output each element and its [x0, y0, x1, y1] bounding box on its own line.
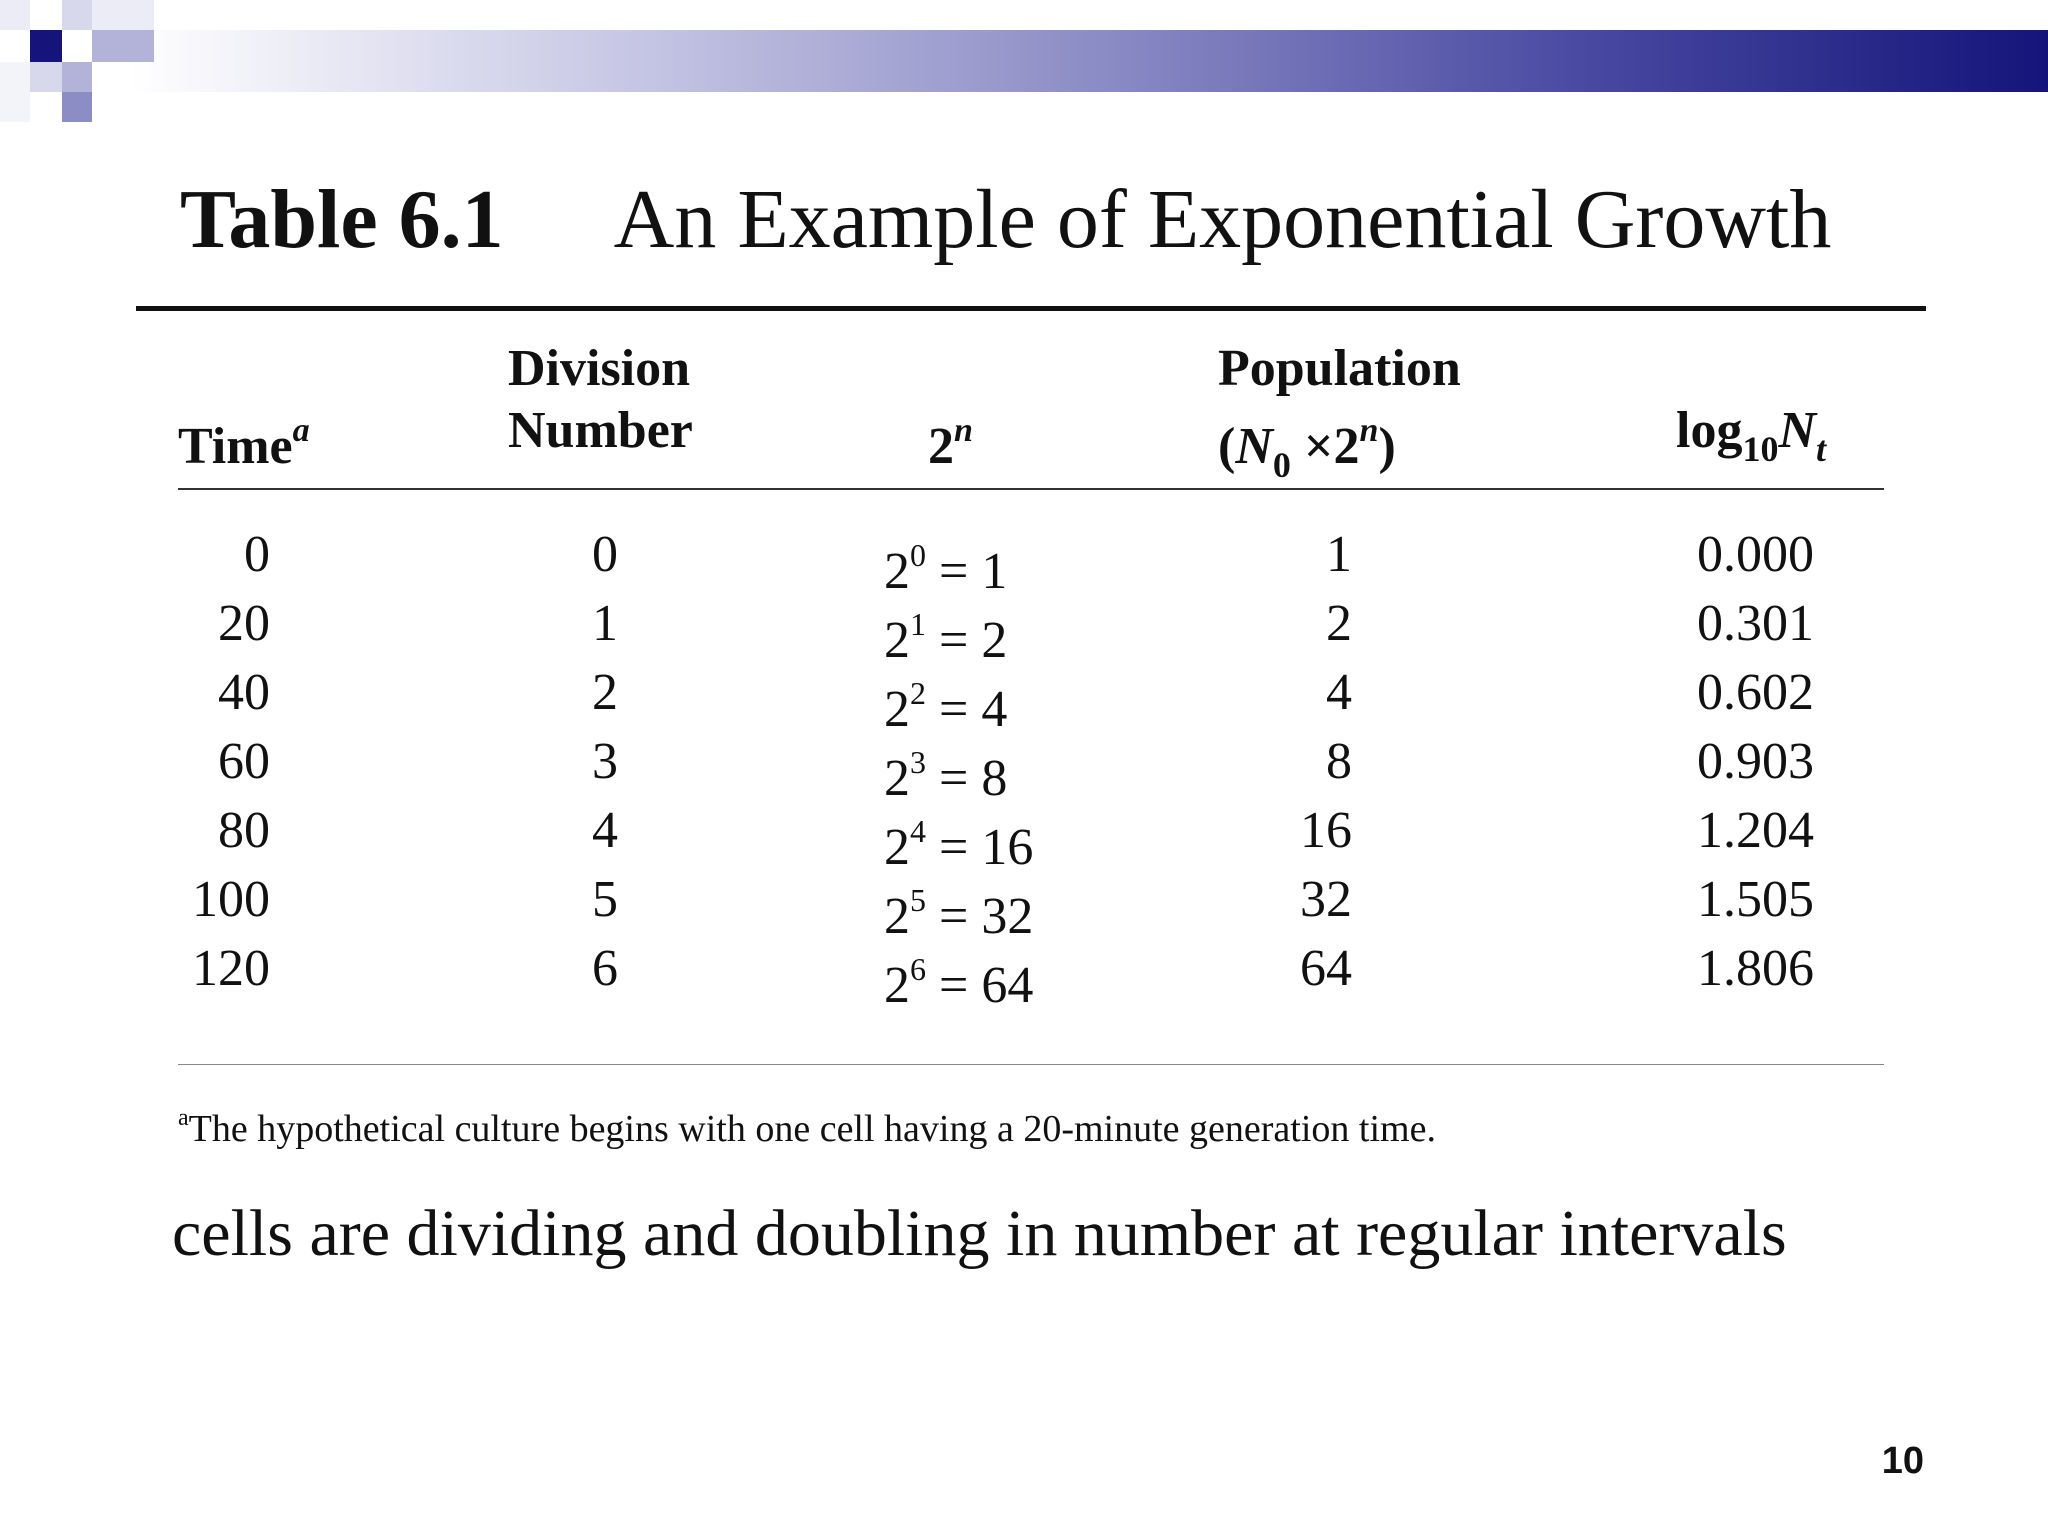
cell-power: $2^2 = 4$ [884, 675, 1008, 738]
cell-division: 1 [592, 595, 618, 652]
header-time: Time$^a$ [178, 412, 310, 475]
cell-division: 5 [592, 871, 618, 928]
table-bottom-rule [178, 1064, 1884, 1065]
cell-population: 32 [1300, 871, 1352, 928]
table-title: An Example of Exponential Growth [613, 173, 1832, 266]
cell-log: 1.505 [1697, 871, 1814, 928]
header-log10-nt: $\log_{10}N_t$ [1676, 402, 1827, 469]
header-gradient-bar [130, 30, 2048, 92]
cell-population: 2 [1326, 595, 1352, 652]
cell-power: $2^1 = 2$ [884, 606, 1008, 669]
cell-population: 16 [1300, 802, 1352, 859]
table-footnote: $^a$The hypothetical culture begins with one cell having a 20-minute generation time. [178, 1105, 1436, 1150]
cell-population: 8 [1326, 733, 1352, 790]
table-number: Table 6.1 [180, 173, 504, 266]
cell-power: $2^0 = 1$ [884, 537, 1008, 600]
cell-time: 40 [218, 664, 270, 721]
cell-population: 4 [1326, 664, 1352, 721]
header-bottom-rule [178, 488, 1884, 490]
cell-log: 1.204 [1697, 802, 1814, 859]
cell-division: 2 [592, 664, 618, 721]
cell-power: $2^4 = 16$ [884, 813, 1034, 876]
cell-time: 80 [218, 802, 270, 859]
cell-power: $2^3 = 8$ [884, 744, 1008, 807]
cell-time: 120 [192, 940, 270, 997]
cell-division: 0 [592, 526, 618, 583]
cell-division: 4 [592, 802, 618, 859]
cell-population: 64 [1300, 940, 1352, 997]
table-caption [180, 170, 1831, 270]
header-division-number: Division Number [508, 340, 693, 459]
header-power-of-two: 2$^n$ [928, 412, 973, 475]
cell-population: 1 [1326, 526, 1352, 583]
slide-number: 10 [1881, 1440, 1924, 1482]
cell-division: 3 [592, 733, 618, 790]
header-population: Population $(N_0 \times 2^n)$ [1218, 340, 1461, 485]
cell-time: 20 [218, 595, 270, 652]
cell-log: 0.903 [1697, 733, 1814, 790]
cell-log: 0.000 [1697, 526, 1814, 583]
slide-remark: cells are dividing and doubling in number at regular intervals [172, 1197, 1787, 1270]
table-top-rule [136, 306, 1926, 311]
cell-log: 1.806 [1697, 940, 1814, 997]
cell-division: 6 [592, 940, 618, 997]
cell-power: $2^5 = 32$ [884, 882, 1034, 945]
cell-time: 60 [218, 733, 270, 790]
cell-log: 0.602 [1697, 664, 1814, 721]
cell-power: $2^6 = 64$ [884, 951, 1034, 1014]
cell-log: 0.301 [1697, 595, 1814, 652]
cell-time: 0 [244, 526, 270, 583]
cell-time: 100 [192, 871, 270, 928]
